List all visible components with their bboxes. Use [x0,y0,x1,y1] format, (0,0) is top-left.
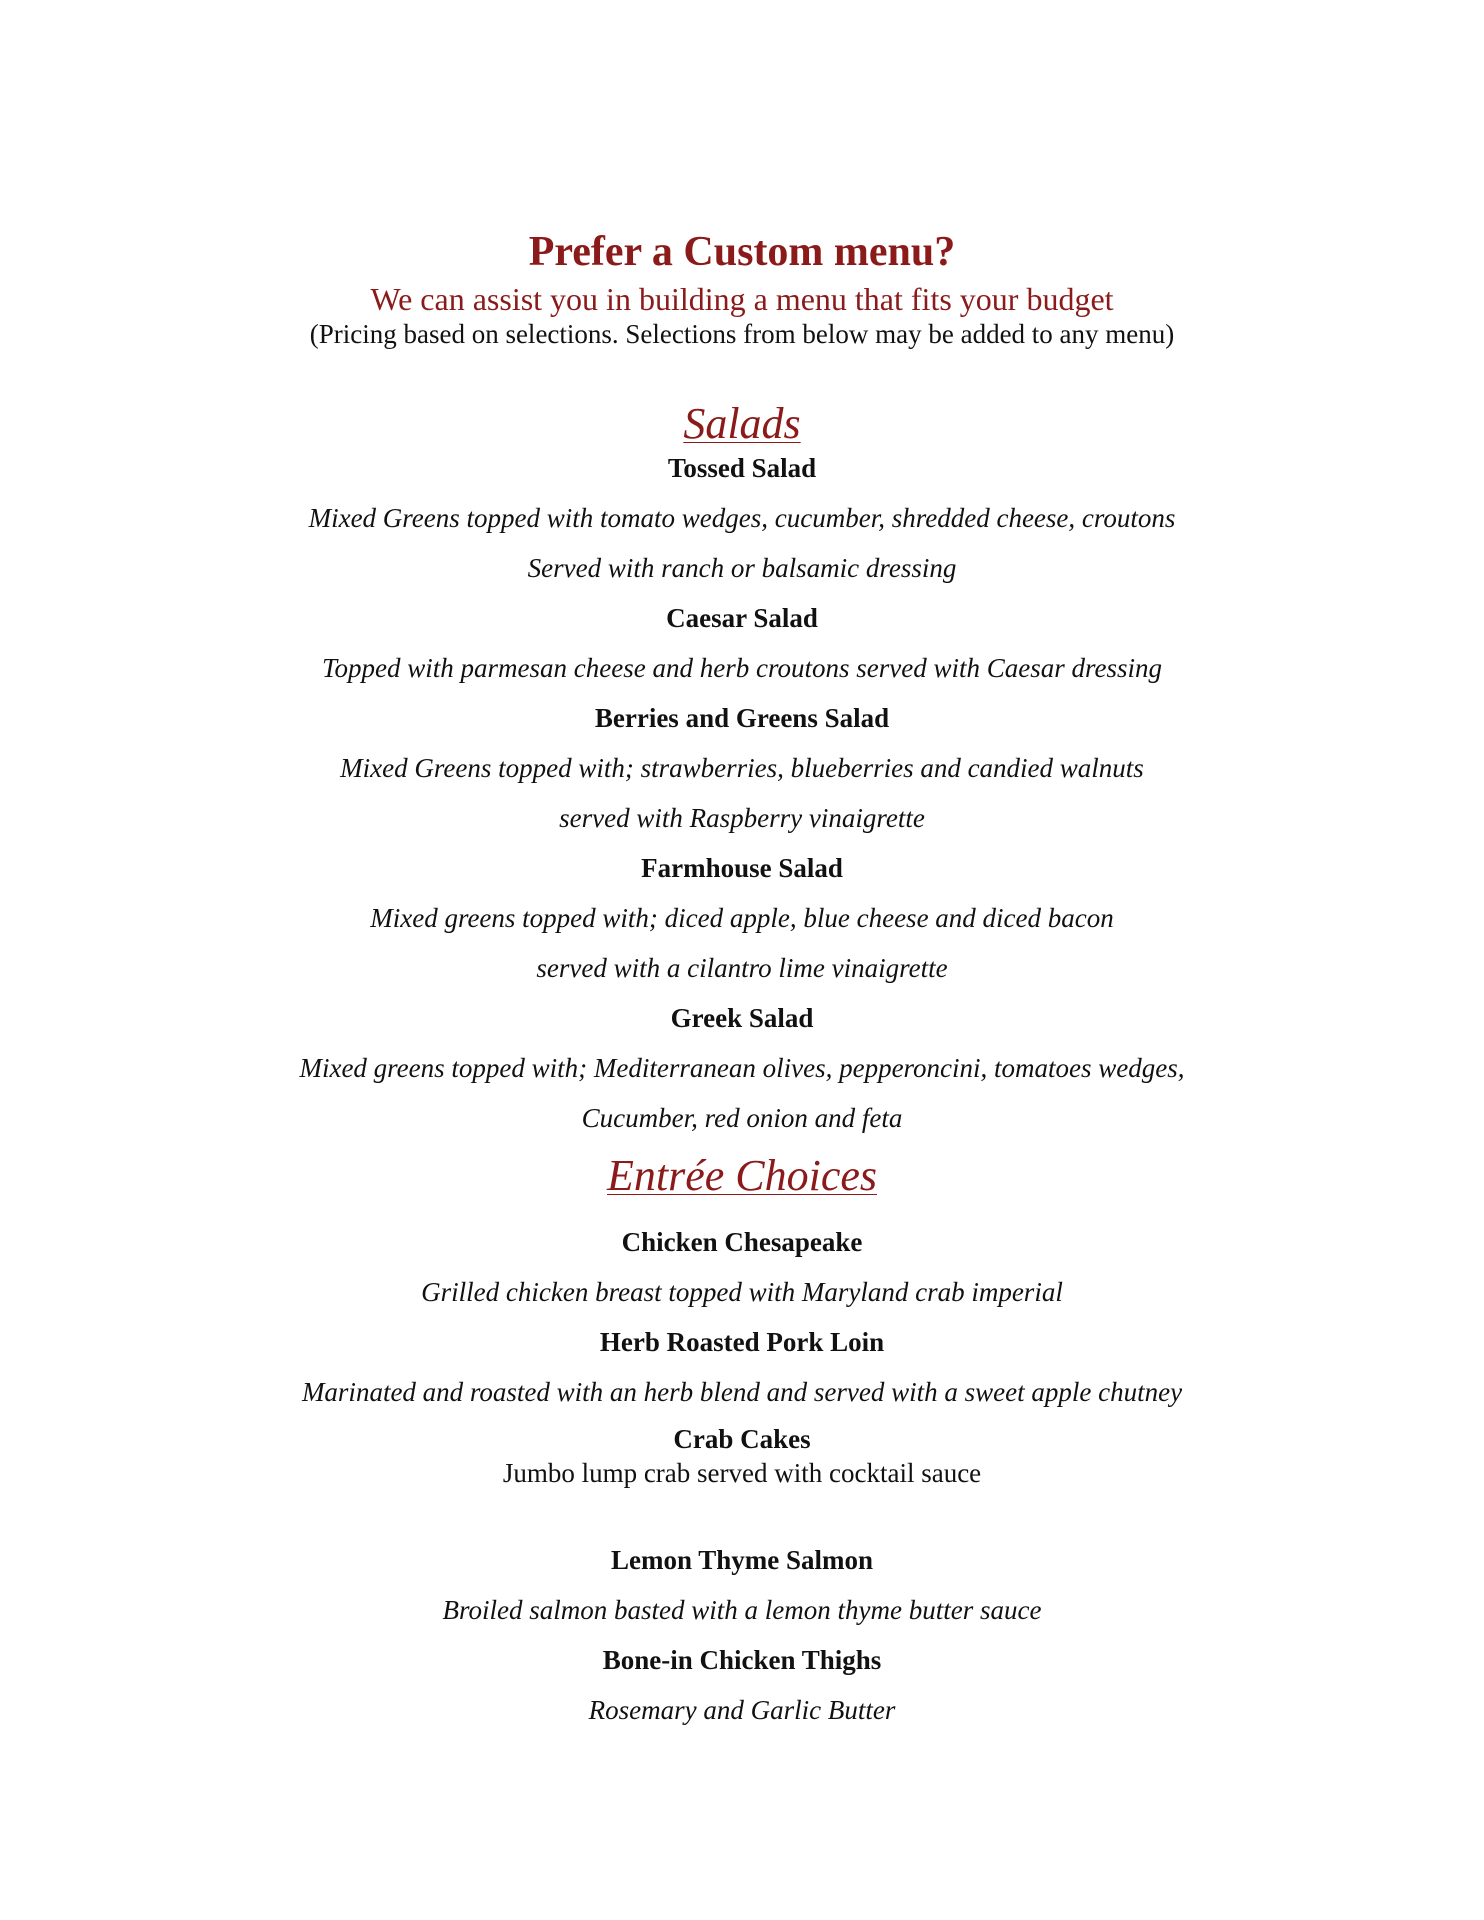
menu-header [0,224,1484,350]
entree-name-chicken-thighs: Bone-in Chicken Thighs [602,1645,882,1675]
entrees-heading: Entrée Choices [606,1151,878,1200]
page-subtitle: We can assist you in building a menu that fits your budget [370,281,1114,317]
salad-name-caesar: Caesar Salad [666,603,818,633]
salad-desc-greek-2: Cucumber, red onion and feta [581,1103,903,1133]
salad-desc-farmhouse-2: served with a cilantro lime vinaigrette [536,953,948,983]
salad-name-greek: Greek Salad [670,1003,814,1033]
entree-name-chicken-chesapeake: Chicken Chesapeake [621,1227,863,1257]
entree-desc-chicken-chesapeake: Grilled chicken breast topped with Maryland crab imperial [421,1277,1063,1307]
entree-desc-crab-cakes: Jumbo lump crab served with cocktail sauce [502,1458,982,1488]
pricing-note: (Pricing based on selections. Selections from below may be added to any menu) [309,319,1175,349]
salad-desc-farmhouse-1: Mixed greens topped with; diced apple, blue cheese and diced bacon [370,903,1114,933]
entree-desc-pork-loin: Marinated and roasted with an herb blend and served with a sweet apple chutney [301,1377,1183,1407]
salads-heading: Salads [683,399,801,448]
entree-name-pork-loin: Herb Roasted Pork Loin [599,1327,885,1357]
entree-desc-chicken-thighs: Rosemary and Garlic Butter [588,1695,896,1725]
salad-name-tossed: Tossed Salad [667,453,817,483]
salad-desc-berries-1: Mixed Greens topped with; strawberries, blueberries and candied walnuts [340,753,1144,783]
salad-desc-tossed-2: Served with ranch or balsamic dressing [527,553,957,583]
salad-desc-berries-2: served with Raspberry vinaigrette [559,803,925,833]
entree-name-crab-cakes: Crab Cakes [673,1424,811,1454]
salad-name-farmhouse: Farmhouse Salad [641,853,843,883]
salad-desc-caesar-1: Topped with parmesan cheese and herb croutons served with Caesar dressing [322,653,1162,683]
page-title: Prefer a Custom menu? [528,229,956,275]
salad-desc-tossed-1: Mixed Greens topped with tomato wedges, cucumber, shredded cheese, croutons [308,503,1176,533]
salad-name-berries: Berries and Greens Salad [594,703,890,733]
entree-name-salmon: Lemon Thyme Salmon [610,1545,874,1575]
entree-desc-salmon: Broiled salmon basted with a lemon thyme butter sauce [442,1595,1042,1625]
salad-desc-greek-1: Mixed greens topped with; Mediterranean olives, pepperoncini, tomatoes wedges, [299,1053,1185,1083]
